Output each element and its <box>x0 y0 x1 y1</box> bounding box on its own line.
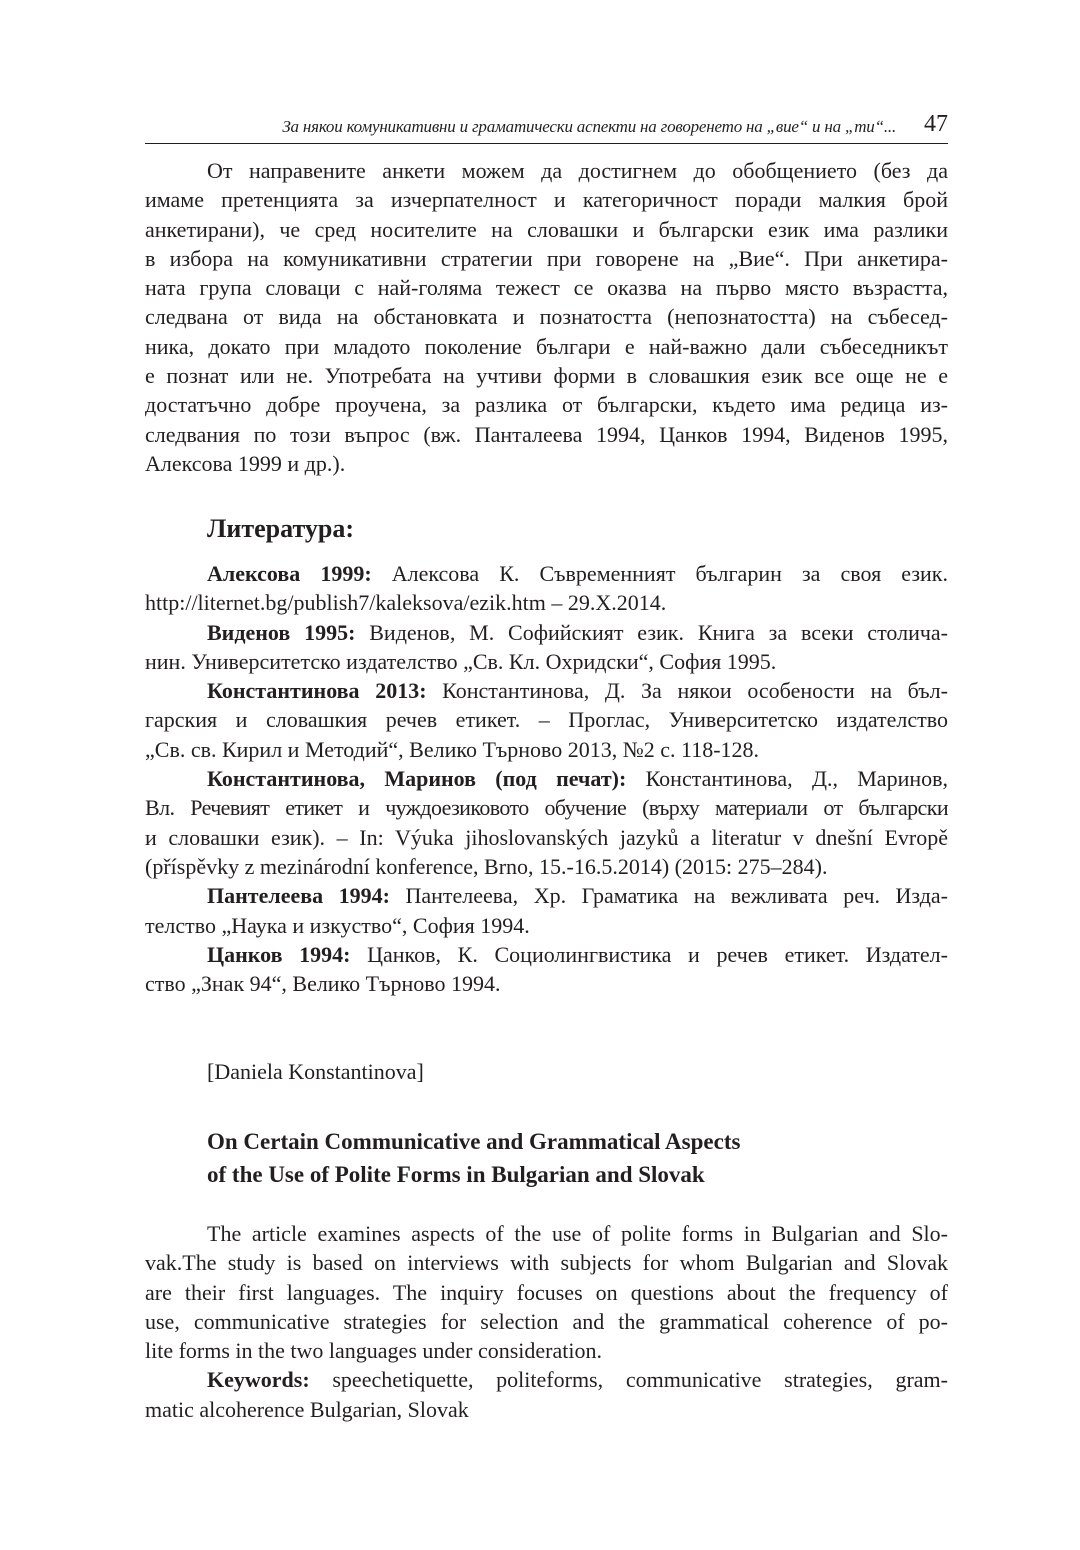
text-line: are their first languages. The inquiry focuses on questions about the frequency of <box>145 1279 948 1305</box>
text-line: имаме претенцията за изчерпателност и категоричност поради малкия брой <box>145 187 948 213</box>
text-line: Виденов 1995: Виденов, М. Софийският език. Книга за всеки столича- <box>207 619 949 645</box>
text-line: matic alcoherence Bulgarian, Slovak <box>145 1396 469 1422</box>
text-line: нин. Университетско издателство „Св. Кл. Охридски“, София 1995. <box>145 648 777 674</box>
text-line: в избора на комуникативни стратегии при говорене на „Вие“. При анкетира- <box>145 245 948 271</box>
summary-author: [Daniela Konstantinova] <box>207 1059 424 1084</box>
reference-key: Цанков 1994: <box>207 941 351 967</box>
text-line: Константинова 2013: Константинова, Д. За някои особености на бъл- <box>207 678 948 704</box>
reference-key: Константинова 2013: <box>207 678 427 704</box>
text-line: Алексова 1999 и др.). <box>145 450 346 476</box>
summary-title-line: of the Use of Polite Forms in Bulgarian and Slovak <box>207 1162 705 1187</box>
reference-entry <box>145 881 948 940</box>
running-header <box>145 112 948 144</box>
text-line: ника, докато при младото поколение българи е най-важно дали събеседникът <box>145 333 948 359</box>
summary-abstract <box>145 1219 948 1424</box>
running-title: За някои комуникативни и граматически аспекти на говоренето на „вие“ и на „ти“... <box>282 117 896 136</box>
conclusion-paragraph <box>145 156 948 478</box>
references-list <box>145 559 948 998</box>
keywords-label: Keywords: <box>207 1367 310 1393</box>
text-line: Пантелеева 1994: Пантелеева, Хр. Граматика на вежливата реч. Изда- <box>207 883 948 909</box>
text-line: „Св. св. Кирил и Методий“, Велико Търново 2013, №2 с. 118-128. <box>145 736 760 762</box>
reference-entry <box>145 676 948 764</box>
text-line: и словашки език). – In: Výuka jihoslovanských jazyků a literatur v dnešní Evropě <box>145 824 948 850</box>
reference-key: Виденов 1995: <box>207 619 356 645</box>
text-line: http://liternet.bg/publish7/kaleksova/ezik.htm – 29.X.2014. <box>145 590 667 616</box>
keywords-line: Keywords: speechetiquette, politeforms, communicative strategies, gram- <box>207 1367 948 1393</box>
references-heading: Литература: <box>207 514 354 543</box>
summary-title-line: On Certain Communicative and Grammatical Aspects <box>207 1129 741 1154</box>
reference-key: Алексова 1999: <box>207 561 372 586</box>
reference-entry <box>145 764 948 881</box>
header-rule <box>145 143 948 144</box>
text-line: Вл. Речевият етикет и чуждоезиковото обучение (върху материали от български <box>145 795 948 821</box>
text-line: vak.The study is based on interviews with subjects for whom Bulgarian and Slovak <box>145 1250 948 1276</box>
text-line: use, communicative strategies for selection and the grammatical coherence of po- <box>145 1308 948 1334</box>
text-line: е познат или не. Употребата на учтиви форми в словашкия език все още не е <box>145 363 948 389</box>
reference-key: Константинова, Маринов (под печат): <box>207 766 627 792</box>
text-line: lite forms in the two languages under consideration. <box>145 1338 602 1364</box>
text-line: анкетирани), че сред носителите на словашки и български език има разлики <box>145 216 948 242</box>
text-line: следвания по този въпрос (вж. Панталеева 1994, Цанков 1994, Виденов 1995, <box>145 421 948 447</box>
reference-entry <box>145 559 948 618</box>
reference-entry <box>145 940 948 999</box>
text-line: (příspěvky z mezinárodní konference, Brno, 15.-16.5.2014) (2015: 275–284). <box>145 853 828 879</box>
reference-entry <box>145 618 948 677</box>
text-line: достатъчно добре проучена, за разлика от български, където има редица из- <box>145 392 948 418</box>
text-line: Алексова 1999: Алексова К. Съвременният българин за своя език. <box>207 561 948 586</box>
text-line: The article examines aspects of the use of polite forms in Bulgarian and Slo- <box>207 1221 948 1246</box>
text-line: следвана от вида на обстановката и познатостта (непознатостта) на събесед- <box>145 304 948 330</box>
text-line: Цанков 1994: Цанков, К. Социолингвистика и речев етикет. Издател- <box>207 941 948 967</box>
text-line: ство „Знак 94“, Велико Търново 1994. <box>145 971 501 997</box>
text-line: Константинова, Маринов (под печат): Константинова, Д., Маринов, <box>207 766 949 792</box>
text-line: ната група словаци с най-голяма тежест се оказва на първо място възрастта, <box>145 275 948 301</box>
text-line: телство „Наука и изкуство“, София 1994. <box>145 912 530 938</box>
reference-key: Пантелеева 1994: <box>207 883 390 909</box>
text-line: гарския и словашкия речев етикет. – Проглас, Университетско издателство <box>145 707 948 733</box>
text-line: От направените анкети можем да достигнем до обобщението (без да <box>207 158 948 183</box>
summary-title <box>207 1125 740 1191</box>
page-number: 47 <box>924 111 948 137</box>
